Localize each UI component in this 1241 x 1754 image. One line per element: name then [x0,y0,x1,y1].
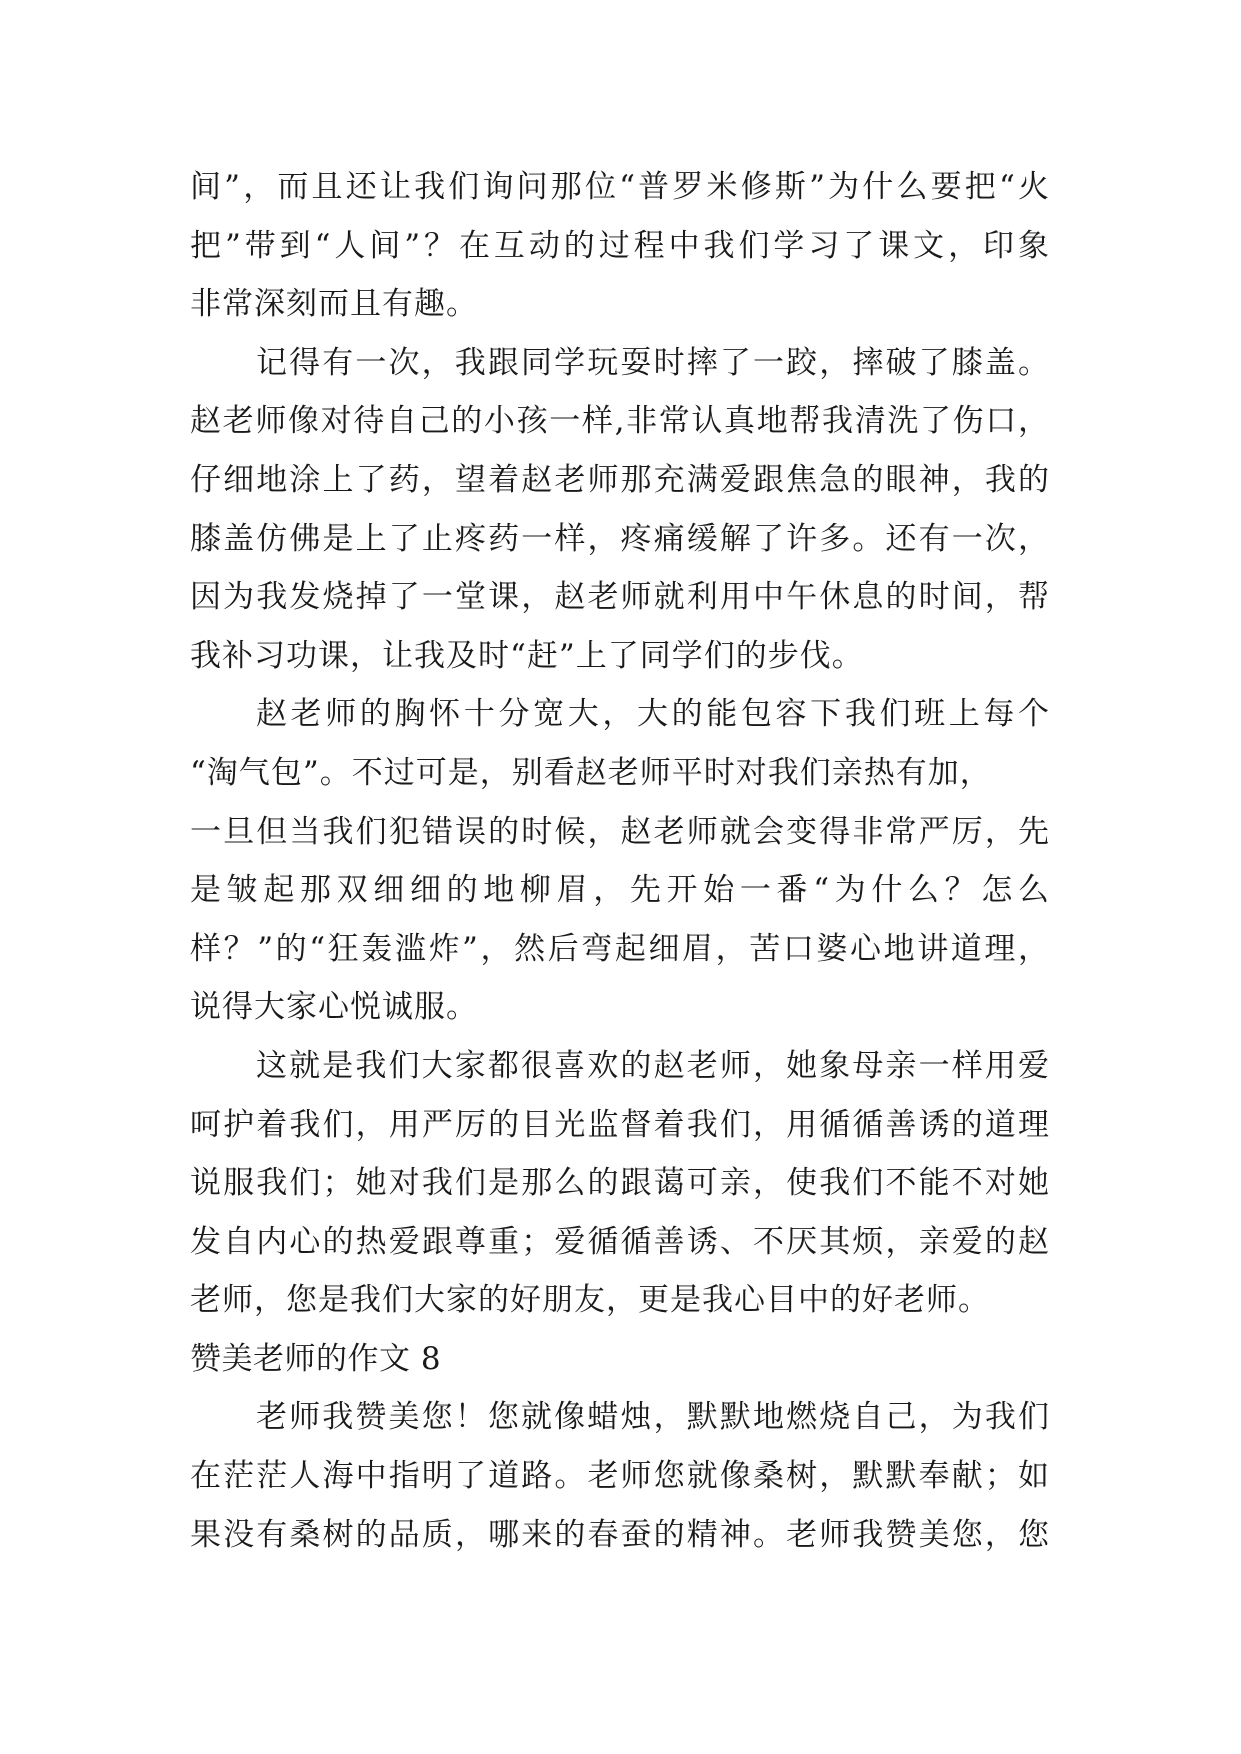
paragraph [190,334,1050,686]
text-line: 老师，您是我们大家的好朋友，更是我心目中的好老师。 [190,1282,990,1319]
text-line: 我补习功课，让我及时“赶”上了同学们的步伐。 [190,637,864,674]
text-line: 膝盖仿佛是上了止疼药一样，疼痛缓解了许多。还有一次， [190,520,1050,557]
text-line: 间”，而且还让我们询问那位“普罗米修斯”为什么要把“火 [190,169,1050,205]
text-line: 这就是我们大家都很喜欢的赵老师，她象母亲一样用爱 [256,1047,1050,1084]
paragraph [190,158,1050,334]
text-line: 因为我发烧掉了一堂课，赵老师就利用中午休息的时间，帮 [190,579,1050,616]
text-line: 老师我赞美您！您就像蜡烛，默默地燃烧自己，为我们 [256,1399,1050,1436]
heading-text: 赞美老师的作文 8 [190,1340,442,1377]
text-line: 记得有一次，我跟同学玩耍时摔了一跤，摔破了膝盖。 [256,344,1050,381]
text-line: 非常深刻而且有趣。 [190,286,478,323]
text-line: 说得大家心悦诚服。 [190,989,478,1026]
text-line: 把”带到“人间”？在互动的过程中我们学习了课文，印象 [190,227,1050,264]
text-line: 说服我们；她对我们是那么的跟蔼可亲，使我们不能不对她 [190,1165,1050,1202]
text-line: 仔细地涂上了药，望着赵老师那充满爱跟焦急的眼神，我的 [190,461,1050,498]
text-line: 果没有桑树的品质，哪来的春蚕的精神。老师我赞美您，您 [190,1516,1050,1553]
text-line: 呵护着我们，用严厉的目光监督着我们，用循循善诱的道理 [190,1106,1050,1143]
text-line: “淘气包”。不过可是，别看赵老师平时对我们亲热有加， [190,754,992,791]
document-body [190,158,1050,1564]
paragraph [190,1388,1050,1564]
paragraph [190,685,1050,1037]
text-line: 在茫茫人海中指明了道路。老师您就像桑树，默默奉献；如 [190,1458,1050,1495]
text-line: 赵老师像对待自己的小孩一样,非常认真地帮我清洗了伤口， [190,403,1050,440]
text-line: 样？”的“狂轰滥炸”，然后弯起细眉，苦口婆心地讲道理， [190,930,1050,967]
section-heading [190,1330,1050,1389]
text-line: 赵老师的胸怀十分宽大，大的能包容下我们班上每个 [256,696,1050,733]
text-line: 发自内心的热爱跟尊重；爱循循善诱、不厌其烦，亲爱的赵 [190,1223,1050,1260]
text-line: 一旦但当我们犯错误的时候，赵老师就会变得非常严厉，先 [190,813,1050,850]
paragraph [190,1037,1050,1330]
text-line: 是皱起那双细细的地柳眉，先开始一番“为什么？怎么 [190,872,1050,909]
